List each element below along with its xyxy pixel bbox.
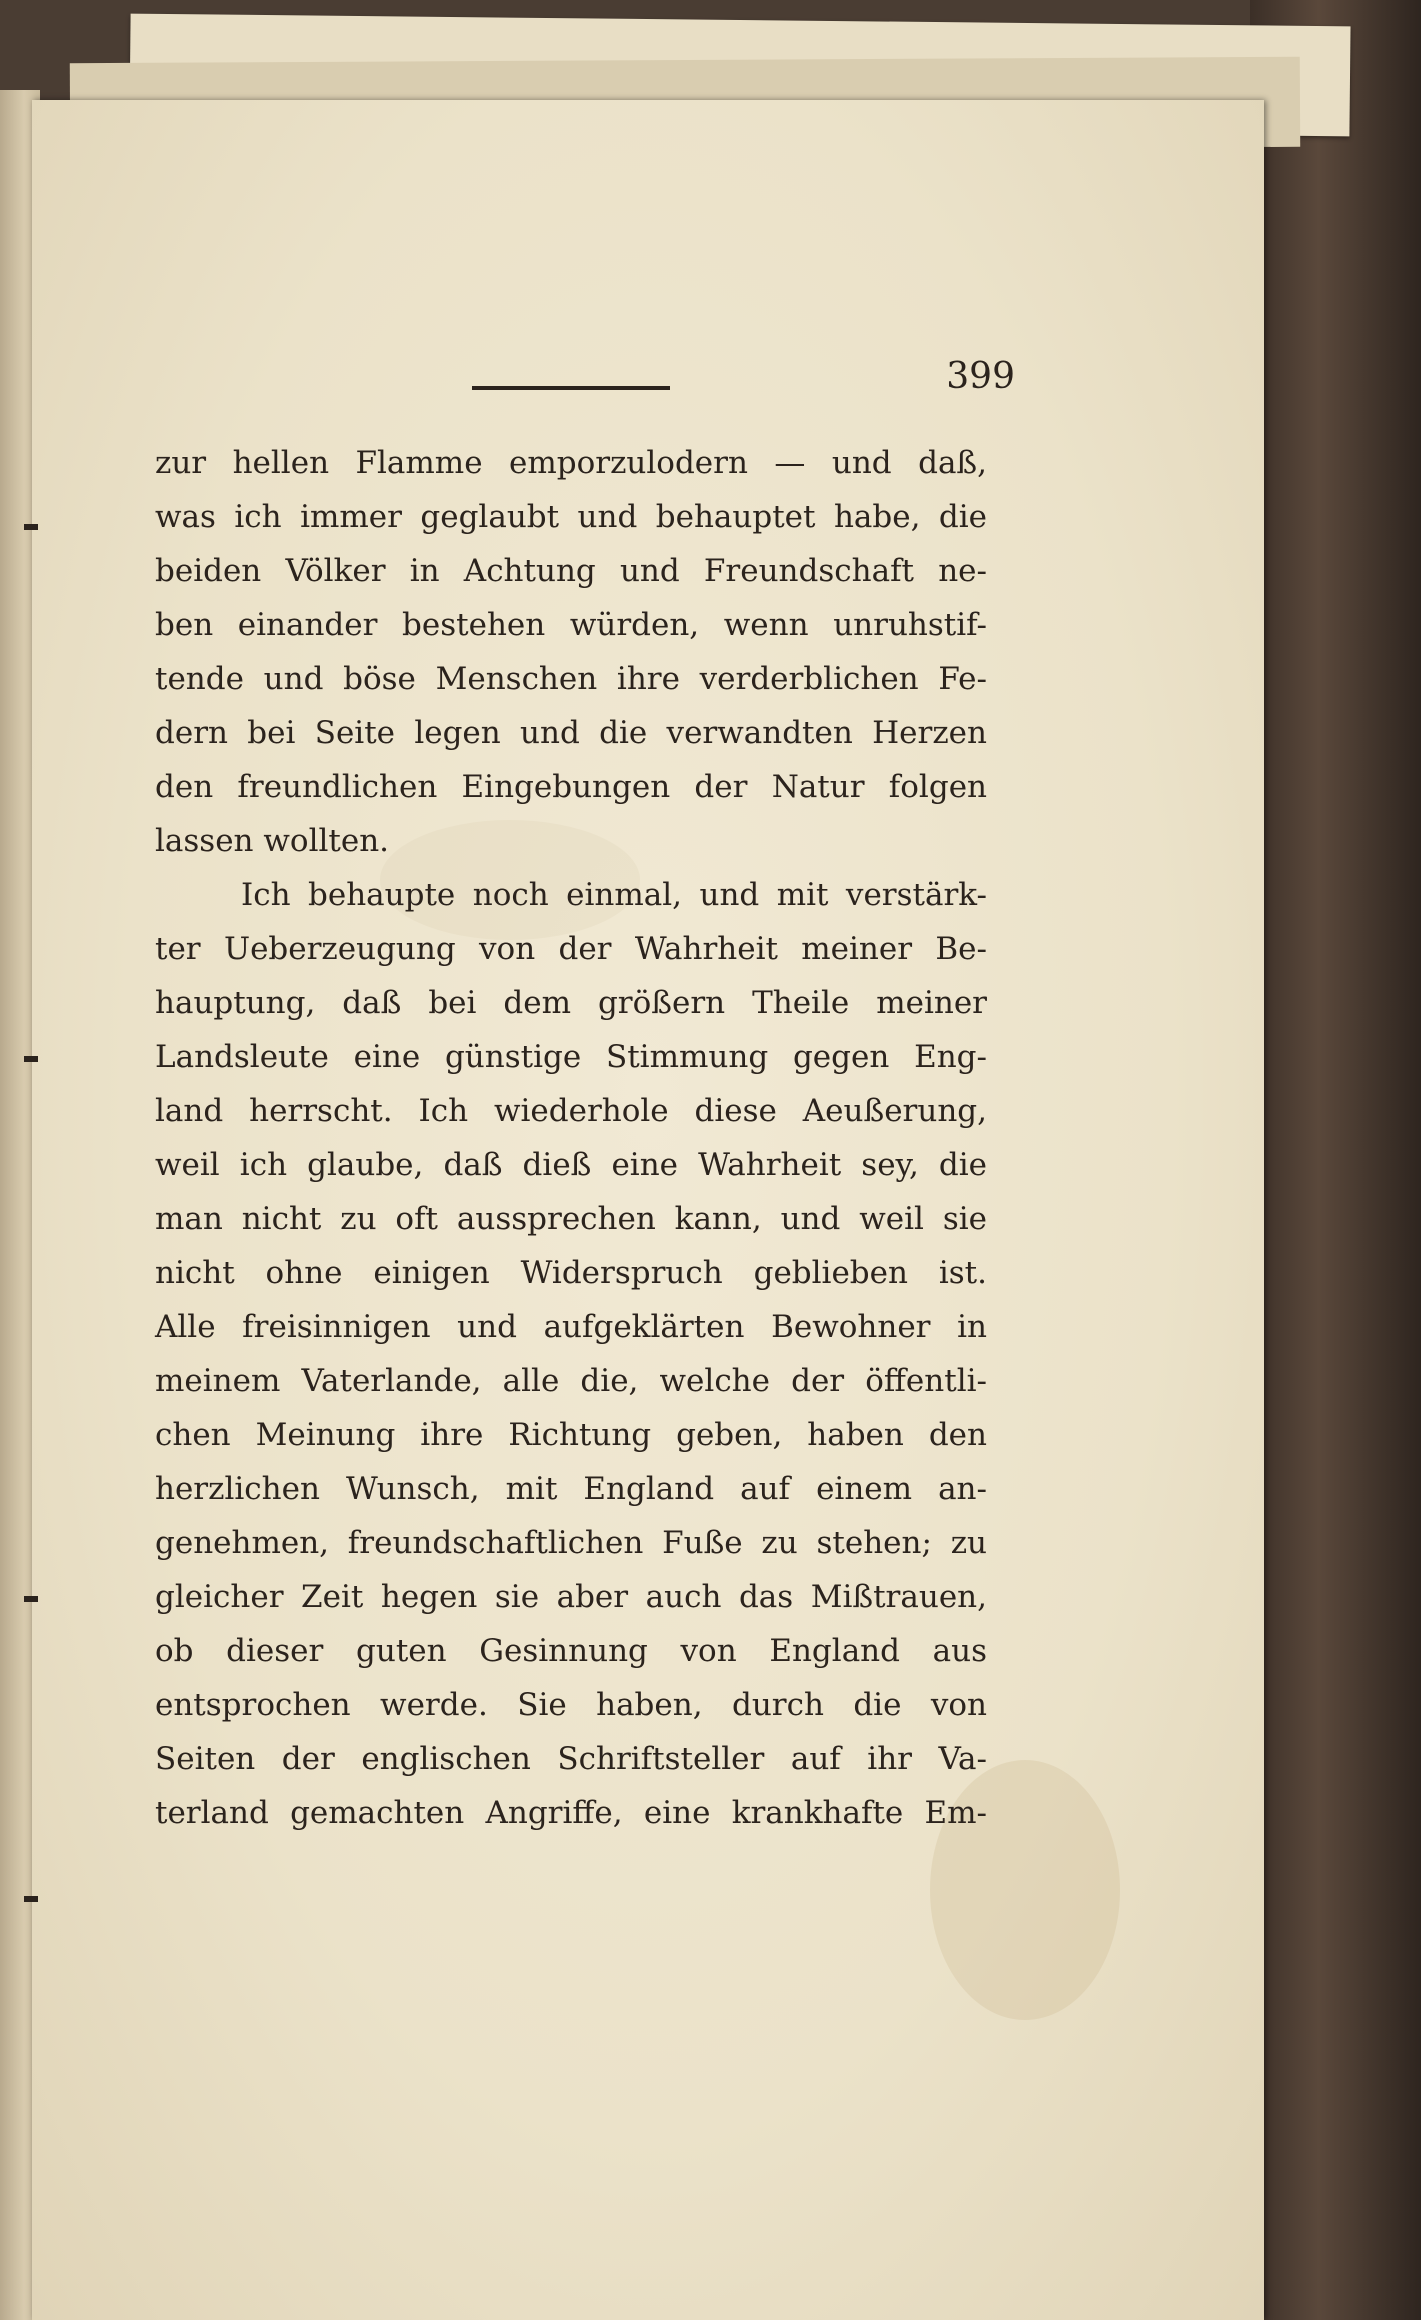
- text-line: zur hellen Flamme emporzulodern — und daß,: [155, 445, 987, 481]
- margin-mark: [24, 1596, 38, 1602]
- text-line: Alle freisinnigen und aufgeklärten Bewohner in: [155, 1309, 987, 1345]
- text-line: beiden Völker in Achtung und Freundschaft ne-: [155, 553, 987, 589]
- text-line: Landsleute eine günstige Stimmung gegen Eng-: [155, 1039, 987, 1075]
- text-line: lassen wollten.: [155, 823, 390, 859]
- text-line: ben einander bestehen würden, wenn unruhstif-: [155, 607, 987, 643]
- text-line: ob dieser guten Gesinnung von England aus: [155, 1633, 987, 1669]
- text-line: gleicher Zeit hegen sie aber auch das Mißtrauen,: [155, 1579, 987, 1615]
- text-line: Seiten der englischen Schriftsteller auf ihr Va-: [155, 1741, 987, 1777]
- text-line: ter Ueberzeugung von der Wahrheit meiner Be-: [155, 931, 987, 967]
- text-line: chen Meinung ihre Richtung geben, haben den: [155, 1417, 987, 1453]
- text-line: terland gemachten Angriffe, eine krankhafte Em-: [155, 1795, 987, 1831]
- text-line: den freundlichen Eingebungen der Natur folgen: [155, 769, 987, 805]
- text-line: dern bei Seite legen und die verwandten Herzen: [155, 715, 987, 751]
- page-number: 399: [946, 356, 1015, 397]
- text-line: meinem Vaterlande, alle die, welche der öffentli-: [155, 1363, 987, 1399]
- text-line: genehmen, freundschaftlichen Fuße zu stehen; zu: [155, 1525, 987, 1561]
- body-text: [155, 436, 987, 1840]
- text-line: Ich behaupte noch einmal, und mit verstärk-: [241, 877, 987, 913]
- text-line: hauptung, daß bei dem größern Theile meiner: [155, 985, 987, 1021]
- background-edge: [1250, 0, 1421, 2320]
- text-line: herzlichen Wunsch, mit England auf einem an-: [155, 1471, 987, 1507]
- text-line: weil ich glaube, daß dieß eine Wahrheit sey, die: [155, 1147, 987, 1183]
- text-line: man nicht zu oft aussprechen kann, und weil sie: [155, 1201, 987, 1237]
- text-line: entsprochen werde. Sie haben, durch die von: [155, 1687, 987, 1723]
- text-line: nicht ohne einigen Widerspruch geblieben ist.: [155, 1255, 987, 1291]
- margin-mark: [24, 1056, 38, 1062]
- text-line: tende und böse Menschen ihre verderblichen Fe-: [155, 661, 987, 697]
- margin-mark: [24, 1896, 38, 1902]
- header-rule: [472, 386, 670, 390]
- text-line: was ich immer geglaubt und behauptet habe, die: [155, 499, 987, 535]
- margin-mark: [24, 524, 38, 530]
- text-line: land herrscht. Ich wiederhole diese Aeußerung,: [155, 1093, 987, 1129]
